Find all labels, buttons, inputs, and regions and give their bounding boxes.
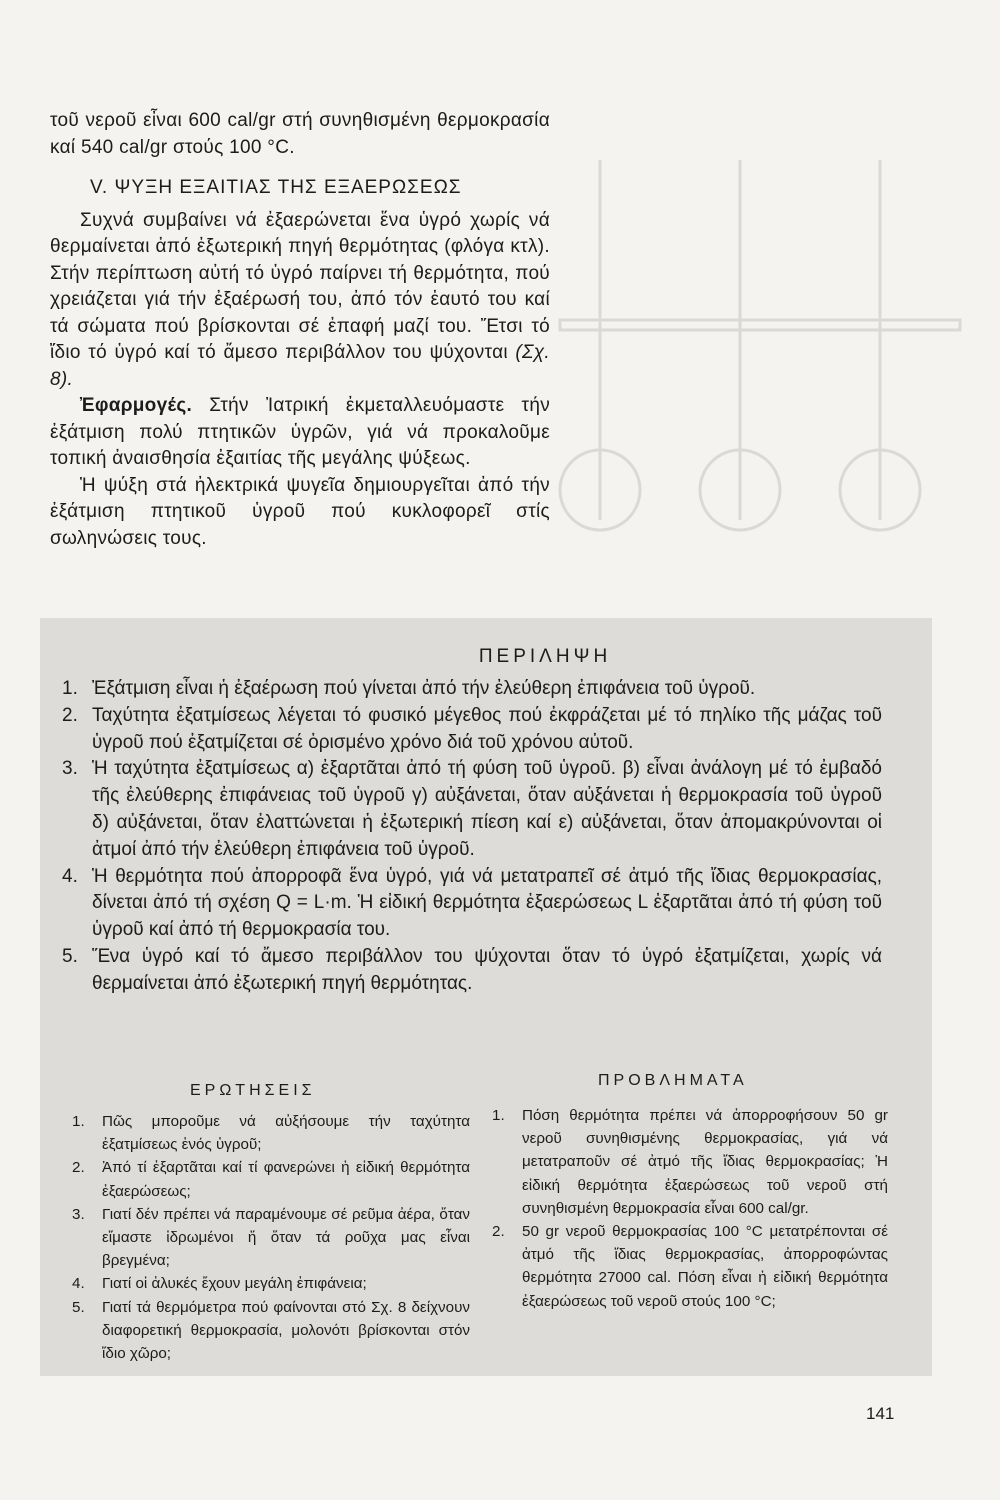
item-text: Γιατί οἱ ἀλυκές ἔχουν μεγάλη ἐπιφάνεια; [102,1275,367,1293]
summary-item [62,703,882,757]
question-item [72,1272,470,1295]
item-number: 3. [72,1205,85,1223]
summary-item [62,756,882,863]
item-number: 2. [62,704,78,726]
summary-title: ΠΕΡΙΛΗΨΗ [478,646,612,667]
summary-item [62,676,882,703]
item-text: Ταχύτητα ἐξατμίσεως λέγεται τό φυσικό μέγεθος πού ἐκφράζεται μέ τό πηλίκο τῆς μάζας τοῦ ὑγροῦ πού ἐξατμίζεται σέ ὁρισμένο χρόνο διά τοῦ χρόνου αὐτοῦ. [92,704,882,753]
item-text: Ἡ ταχύτητα ἐξατμίσεως α) ἐξαρτᾶται ἀπό τή φύση τοῦ ὑγροῦ. β) εἶναι ἀνάλογη μέ τό ἐμβαδό τῆς ἐλεύθερης ἐπιφάνειας τοῦ ὑγροῦ γ) αὐξάνεται, ὅταν αὐξάνεται ἡ θερμοκρασία τοῦ ὑγροῦ δ) αὐξάνεται, ὅταν ἐλαττώνεται ἡ ἐξωτερική πίεση καί ε) αὐξάνεται, ὅταν ἀπομακρύνονται οἱ ἀτμοί ἀπό τήν ἐλεύθερη ἐπιφάνεια τοῦ ὑγροῦ. [92,758,882,860]
applications-text: Στήν Ἰατρική ἐκμεταλλευόμαστε τήν ἐξάτμιση πολύ πτητικῶν ὑγρῶν, γιά νά προκαλοῦμε τοπική ἀναισθησία ἐξαιτίας τῆς μεγάλης ψύξεως. [50,395,550,469]
item-text: Ἕνα ὑγρό καί τό ἄμεσο περιβάλλον του ψύχονται ὅταν τό ὑγρό ἐξατμίζεται, χωρίς νά θερμαίνεται ἀπό ἐξωτερική πηγή θερμότητας. [92,945,882,994]
applications-label: Ἐφαρμογές. [80,395,193,416]
question-item [72,1110,470,1156]
summary-list [62,676,882,998]
problem-item [492,1104,888,1220]
item-text: 50 gr νεροῦ θερμοκρασίας 100 °C μετατρέπονται σέ ἀτμό τῆς ἴδιας θερμοκρασίας, ἀπορροφώντας θερμότητα 27000 cal. Πόση εἶναι ἡ εἰδική θερμότητα ἐξαερώσεως τοῦ νεροῦ στούς 100 °C; [522,1223,888,1310]
problems-list [492,1104,888,1313]
problem-item [492,1220,888,1313]
section-paragraph [50,208,550,394]
item-number: 1. [492,1107,505,1124]
page-number: 141 [866,1404,895,1423]
item-number: 4. [62,865,78,887]
item-text: Πόση θερμότητα πρέπει νά ἀπορροφήσουν 50 gr νεροῦ συνηθισμένης θερμοκρασίας, γιά νά μετατραποῦν σέ ἀτμό τῆς ἴδιας θερμοκρασίας; Ἡ εἰδική θερμότητα ἐξαερώσεως τοῦ νεροῦ στή συνηθισμένη θερμοκρασία εἶναι 600 cal/gr. [522,1107,888,1217]
item-number: 1. [72,1113,85,1130]
item-number: 2. [492,1223,505,1241]
questions-list [72,1110,470,1365]
question-item [72,1203,470,1273]
item-text: Ἀπό τί ἐξαρτᾶται καί τί φανερώνει ἡ εἰδική θερμότητα ἐξαερώσεως; [102,1159,470,1200]
summary-item [62,864,882,944]
item-number: 1. [62,678,78,699]
item-text: Πῶς μποροῦμε νά αὐξήσουμε τήν ταχύτητα ἐξατμίσεως ἑνός ὑγροῦ; [102,1113,470,1154]
summary-item [62,944,882,998]
item-text: Γιατί τά θερμόμετρα πού φαίνονται στό Σχ. 8 δείχνουν διαφορετική θερμοκρασία, μολονότι βρίσκονται στόν ἴδιο χῶρο; [102,1298,470,1363]
item-number: 5. [72,1298,85,1316]
section-heading: V. ΨΥΞΗ ΕΞΑΙΤΙΑΣ ΤΗΣ ΕΞΑΕΡΩΣΕΩΣ [90,177,462,198]
applications-paragraph [50,393,550,473]
question-item [72,1156,470,1202]
item-text: Ἐξάτμιση εἶναι ἡ ἐξαέρωση πού γίνεται ἀπό τήν ἐλεύθερη ἐπιφάνεια τοῦ ὑγροῦ. [92,678,756,699]
item-text: Γιατί δέν πρέπει νά παραμένουμε σέ ρεῦμα ἀέρα, ὅταν εἴμαστε ἱδρωμένοι ἤ ὅταν τά ροῦχα μας εἶναι βρεγμένα; [102,1205,470,1270]
intro-paragraph: τοῦ νεροῦ εἶναι 600 cal/gr στή συνηθισμένη θερμοκρασία καί 540 cal/gr στούς 100 °C. [50,110,550,158]
item-number: 3. [62,758,78,780]
item-number: 5. [62,945,78,967]
figure-reference: (Σχ. 8). [50,342,550,390]
section-text: Συχνά συμβαίνει νά ἐξαερώνεται ἕνα ὑγρό χωρίς νά θερμαίνεται ἀπό ἐξωτερική πηγή θερμότητας (φλόγα κτλ). Στήν περίπτωση αὐτή τό ὑγρό παίρνει τή θερμότητα, πού χρειάζεται γιά τήν ἐξαέρωσή του, ἀπό τόν ἑαυτό του καί τά σώματα πού βρίσκονται σέ ἐπαφή μαζί του. Ἔτσι τό ἴδιο τό ὑγρό καί τό ἄμεσο περιβάλλον του ψύχονται [50,209,550,363]
questions-title: ΕΡΩΤΗΣΕΙΣ [190,1082,316,1099]
item-text: Ἡ θερμότητα πού ἀπορροφᾶ ἕνα ὑγρό, γιά νά μετατραπεῖ σέ ἀτμό τῆς ἴδιας θερμοκρασίας, δίνεται ἀπό τή σχέση Q = L·m. Ἡ εἰδική θερμότητα ἐξαερώσεως L ἐξαρτᾶται ἀπό τή φύση τοῦ ὑγροῦ καί ἀπό τή θερμοκρασία του. [92,865,882,941]
main-text-column [50,108,550,552]
fridge-paragraph: Ἡ ψύξη στά ἠλεκτρικά ψυγεῖα δημιουργεῖται ἀπό τήν ἐξάτμιση πτητικοῦ ὑγροῦ πού κυκλοφορεῖ στίς σωληνώσεις τους. [50,474,550,549]
problems-title: ΠΡΟΒΛΗΜΑΤΑ [598,1072,748,1089]
bleed-through-figure [540,100,980,620]
item-number: 4. [72,1275,85,1293]
item-number: 2. [72,1159,85,1177]
question-item [72,1296,470,1366]
